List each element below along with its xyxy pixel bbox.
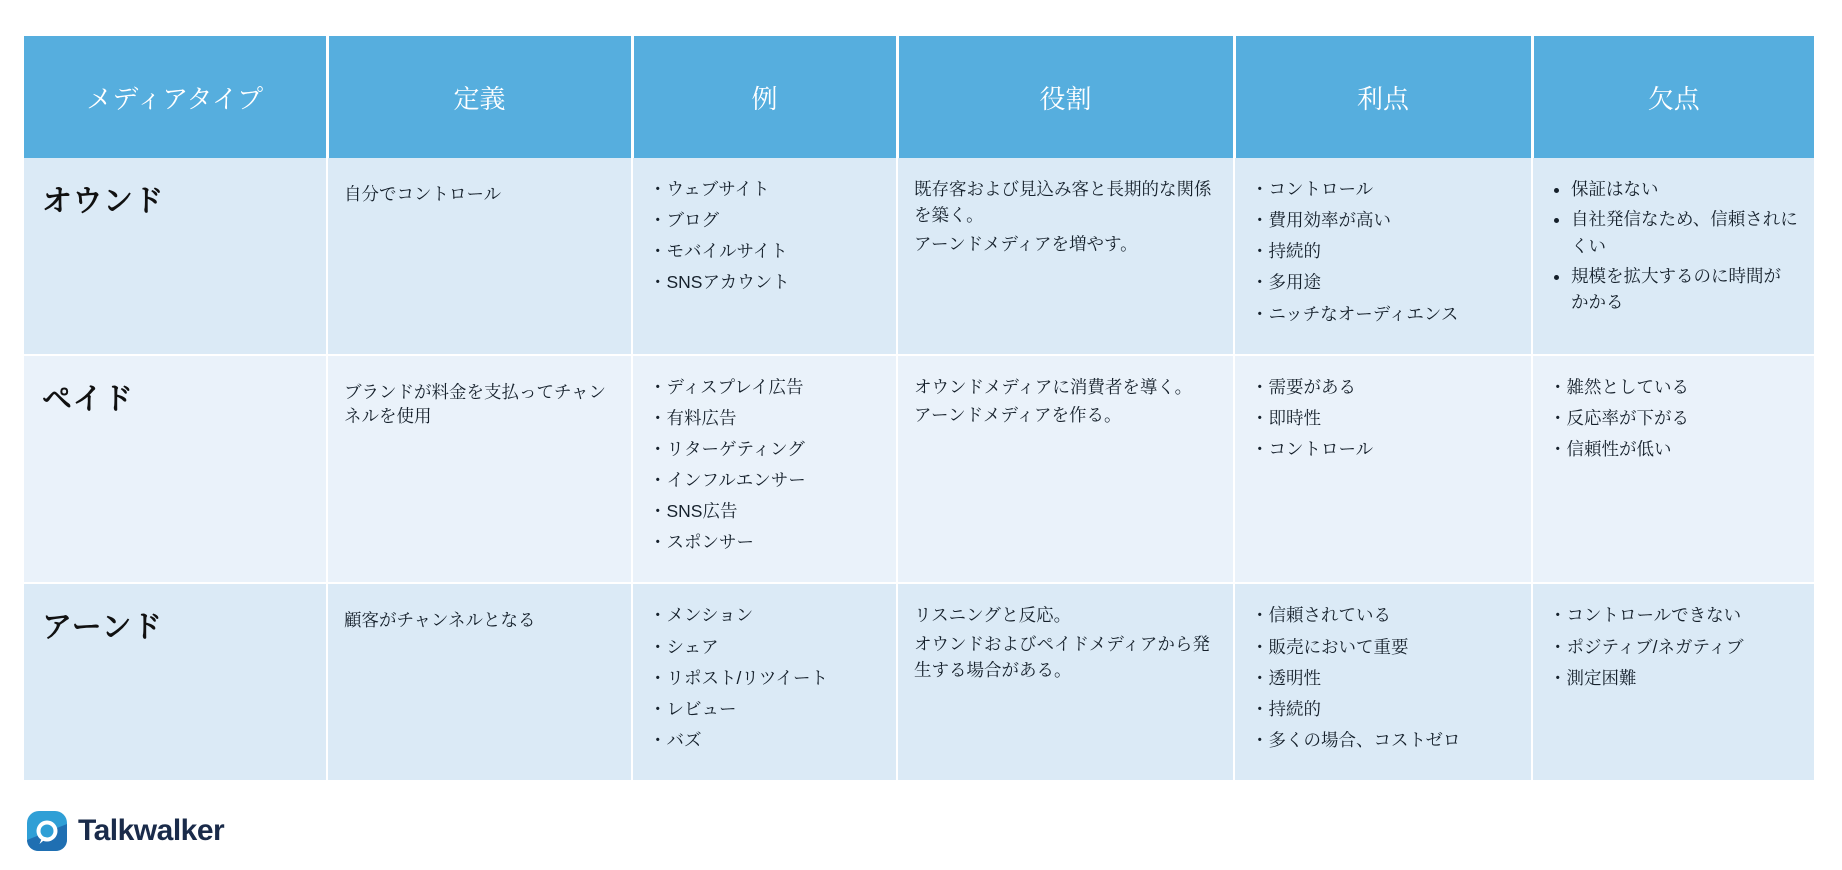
role-paragraph: 既存客および見込み客と長期的な関係を築く。 <box>914 179 1212 226</box>
table-row <box>24 355 1814 584</box>
role-paragraph: オウンドおよびペイドメディアから発生する場合がある。 <box>914 633 1210 680</box>
examples-list <box>649 176 880 297</box>
list-item: ・測定困難 <box>1549 667 1637 688</box>
column-header-cons: 欠点 <box>1532 36 1814 158</box>
table-row <box>24 158 1814 355</box>
list-item: ・コントロールできない <box>1549 605 1742 626</box>
list-item: ・モバイルサイト <box>649 241 788 262</box>
cell-pros <box>1234 158 1532 355</box>
list-item: ・多くの場合、コストゼロ <box>1251 729 1461 750</box>
table-header-row <box>24 36 1814 158</box>
list-item: ・レビュー <box>649 698 737 719</box>
list-item: • 保証はない <box>1571 176 1798 202</box>
cell-examples <box>632 158 897 355</box>
list-item: • 規模を拡大するのに時間がかかる <box>1571 263 1798 316</box>
list-item: ・透明性 <box>1251 667 1321 688</box>
list-item: ・インフルエンサー <box>649 470 806 490</box>
list-item: ・需要がある <box>1251 376 1356 397</box>
list-item: • 自社発信なため、信頼されにくい <box>1571 206 1798 259</box>
column-header-media-type: メディアタイプ <box>24 36 327 158</box>
role-paragraph: リスニングと反応。 <box>914 605 1072 626</box>
column-header-role: 役割 <box>897 36 1234 158</box>
table-header <box>24 36 1814 158</box>
cell-examples <box>632 355 897 584</box>
table-body <box>24 158 1814 781</box>
role-paragraph: アーンドメディアを作る。 <box>914 404 1122 425</box>
cell-media-type: アーンド <box>24 583 327 781</box>
table-row <box>24 583 1814 781</box>
cell-definition: ブランドが料金を支払ってチャンネルを使用 <box>327 355 632 584</box>
list-item: ・雑然としている <box>1549 376 1689 397</box>
cell-definition: 顧客がチャンネルとなる <box>327 583 632 781</box>
examples-list <box>649 602 880 754</box>
role-paragraph: オウンドメディアに消費者を導く。 <box>914 376 1193 397</box>
list-item: ・コントロール <box>1251 438 1374 459</box>
list-item: ・信頼されている <box>1251 605 1391 626</box>
list-item: ・リターゲティング <box>649 438 805 459</box>
cell-pros <box>1234 355 1532 584</box>
cell-cons <box>1532 583 1814 781</box>
cons-list <box>1549 602 1798 691</box>
cell-cons <box>1532 158 1814 355</box>
list-item: ・SNSアカウント <box>649 272 790 293</box>
list-item: ・費用効率が高い <box>1251 210 1391 231</box>
column-header-definition: 定義 <box>327 36 632 158</box>
examples-list <box>649 374 880 557</box>
list-item: ・ディスプレイ広告 <box>649 376 804 397</box>
cell-cons <box>1532 355 1814 584</box>
list-item: ・シェア <box>649 636 719 657</box>
brand-name: Talkwalker <box>78 814 225 847</box>
list-item: ・多用途 <box>1251 272 1321 293</box>
cell-media-type: オウンド <box>24 158 327 355</box>
list-item: ・有料広告 <box>649 407 737 428</box>
column-header-examples: 例 <box>632 36 897 158</box>
list-item: ・ブログ <box>649 210 719 231</box>
list-item: ・ポジティブ/ネガティブ <box>1549 636 1744 657</box>
list-item: ・ウェブサイト <box>649 179 770 199</box>
list-item: ・スポンサー <box>649 532 754 553</box>
list-item: ・SNS広告 <box>649 501 738 522</box>
media-types-table-container <box>24 36 1814 782</box>
list-item: ・信頼性が低い <box>1549 438 1672 459</box>
talkwalker-logo-icon <box>26 810 68 852</box>
page-right-margin <box>1836 0 1842 870</box>
pros-list <box>1251 176 1515 328</box>
column-header-pros: 利点 <box>1234 36 1532 158</box>
list-item: ・ニッチなオーディエンス <box>1251 303 1459 324</box>
list-item: ・コントロール <box>1251 179 1374 199</box>
list-item: ・販売において重要 <box>1251 636 1409 657</box>
list-item: ・リポスト/リツイート <box>649 667 828 688</box>
cell-media-type: ペイド <box>24 355 327 584</box>
cell-role <box>897 355 1234 584</box>
cell-role <box>897 583 1234 781</box>
brand-footer <box>26 810 224 852</box>
role-paragraph: アーンドメディアを増やす。 <box>914 233 1138 254</box>
media-types-table <box>24 36 1814 782</box>
list-item: ・持続的 <box>1251 698 1321 719</box>
cons-list <box>1549 374 1798 463</box>
pros-list <box>1251 602 1515 754</box>
list-item: ・メンション <box>649 605 754 626</box>
list-item: ・反応率が下がる <box>1549 407 1689 428</box>
cell-definition: 自分でコントロール <box>327 158 632 355</box>
cell-role <box>897 158 1234 355</box>
list-item: ・持続的 <box>1251 241 1321 262</box>
cell-examples <box>632 583 897 781</box>
cell-pros <box>1234 583 1532 781</box>
list-item: ・バズ <box>649 729 702 750</box>
cons-list <box>1549 176 1798 315</box>
pros-list <box>1251 374 1515 463</box>
list-item: ・即時性 <box>1251 407 1321 428</box>
